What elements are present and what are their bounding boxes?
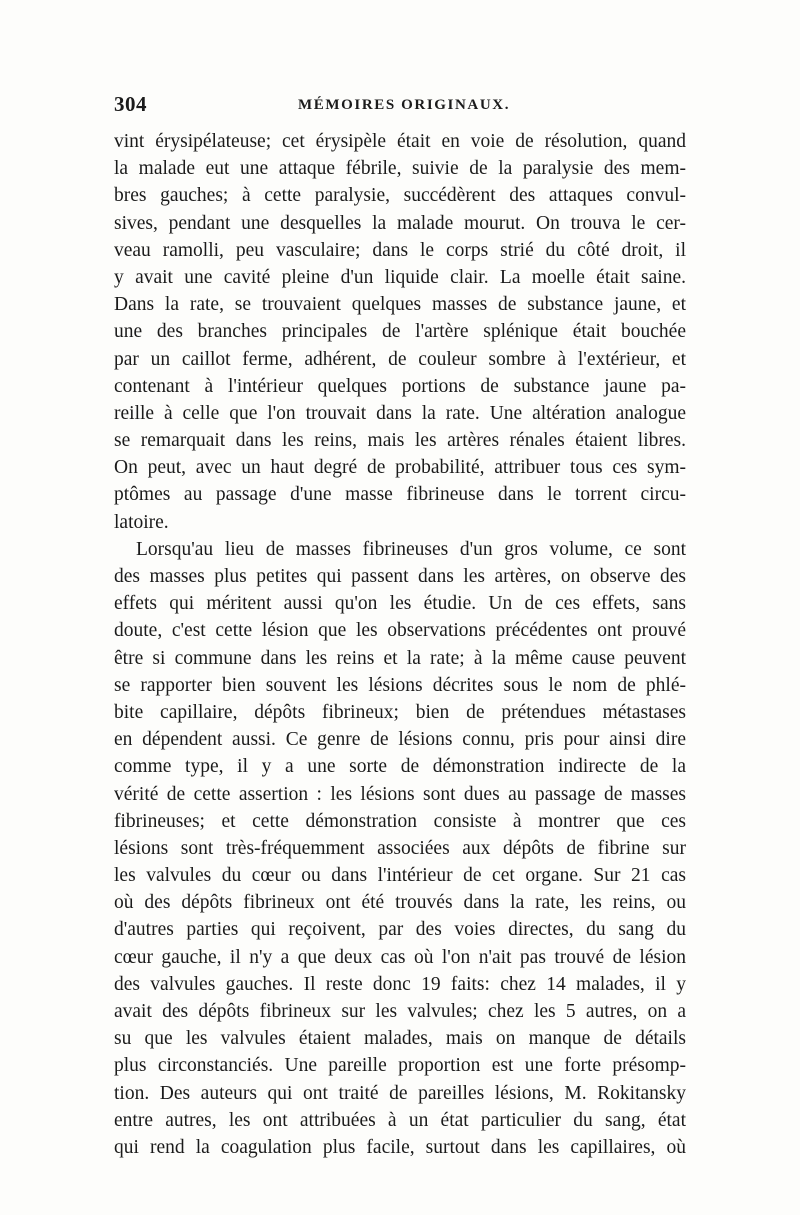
text-line: ptômes au passage d'une masse fibrineuse dans le torrent circu- xyxy=(114,484,686,506)
text-line: effets qui méritent aussi qu'on les étudie. Un de ces effets, sans xyxy=(114,593,686,615)
text-line: Dans la rate, se trouvaient quelques masses de substance jaune, et xyxy=(114,294,686,316)
paragraph-first-line: Lorsqu'au lieu de masses fibrineuses d'un gros volume, ce sont xyxy=(136,538,686,560)
text-line: bite capillaire, dépôts fibrineux; bien de prétendues métastases xyxy=(114,701,686,723)
text-line: veau ramolli, peu vasculaire; dans le corps strié du côté droit, il xyxy=(114,239,686,261)
text-line: qui rend la coagulation plus facile, surtout dans les capillaires, où xyxy=(114,1136,686,1158)
text-line: doute, c'est cette lésion que les observations précédentes ont prouvé xyxy=(114,620,686,642)
text-line: tion. Des auteurs qui ont traité de pareilles lésions, M. Rokitansky xyxy=(114,1082,686,1104)
text-line: contenant à l'intérieur quelques portions de substance jaune pa- xyxy=(114,375,686,397)
text-line: y avait une cavité pleine d'un liquide clair. La moelle était saine. xyxy=(114,266,686,288)
text-line: la malade eut une attaque fébrile, suivie de la paralysie des mem- xyxy=(114,158,686,180)
text-line: comme type, il y a une sorte de démonstration indirecte de la xyxy=(114,756,686,778)
text-line: avait des dépôts fibrineux sur les valvules; chez les 5 autres, on a xyxy=(114,1001,686,1022)
running-title: MÉMOIRES ORIGINAUX. xyxy=(298,97,511,113)
text-line: des valvules gauches. Il reste donc 19 faits: chez 14 malades, il y xyxy=(114,973,686,995)
text-line: reille à celle que l'on trouvait dans la rate. Une altération analogue xyxy=(114,402,686,424)
text-line: bres gauches; à cette paralysie, succédèrent des attaques convul- xyxy=(114,185,686,207)
text-line: en dépendent aussi. Ce genre de lésions connu, pris pour ainsi dire xyxy=(114,729,686,751)
text-line: se remarquait dans les reins, mais les artères rénales étaient libres. xyxy=(114,430,686,452)
text-line: d'autres parties qui reçoivent, par des voies directes, du sang du xyxy=(114,919,686,941)
text-line: su que les valvules étaient malades, mais on manque de détails xyxy=(114,1028,686,1050)
text-line: fibrineuses; et cette démonstration consiste à montrer que ces xyxy=(114,810,686,832)
text-line: se rapporter bien souvent les lésions décrites sous le nom de phlé- xyxy=(114,674,686,696)
text-line: lésions sont très-fréquemment associées aux dépôts de fibrine sur xyxy=(114,837,686,859)
paragraph-end-line: latoire. xyxy=(114,511,169,533)
text-line: sives, pendant une desquelles la malade mourut. On trouva le cer- xyxy=(114,212,686,234)
page-number: 304 xyxy=(114,92,147,116)
running-header xyxy=(114,92,686,120)
text-line: vérité de cette assertion : les lésions sont dues au passage de masses xyxy=(114,783,686,805)
text-line: plus circonstanciés. Une pareille proportion est une forte présomp- xyxy=(114,1055,686,1077)
body-text xyxy=(114,128,686,1161)
text-line: des masses plus petites qui passent dans les artères, on observe des xyxy=(114,566,686,587)
text-line: entre autres, les ont attribuées à un état particulier du sang, état xyxy=(114,1109,686,1131)
text-line: être si commune dans les reins et la rate; à la même cause peuvent xyxy=(114,647,686,669)
text-line: une des branches principales de l'artère splénique était bouchée xyxy=(114,321,686,343)
text-line: On peut, avec un haut degré de probabilité, attribuer tous ces sym- xyxy=(114,457,686,479)
text-line: où des dépôts fibrineux ont été trouvés dans la rate, les reins, ou xyxy=(114,892,686,914)
text-line: les valvules du cœur ou dans l'intérieur de cet organe. Sur 21 cas xyxy=(114,865,686,887)
text-line: cœur gauche, il n'y a que deux cas où l'on n'ait pas trouvé de lésion xyxy=(114,946,686,968)
text-line: vint érysipélateuse; cet érysipèle était en voie de résolution, quand xyxy=(114,131,686,152)
text-line: par un caillot ferme, adhérent, de couleur sombre à l'extérieur, et xyxy=(114,348,686,370)
